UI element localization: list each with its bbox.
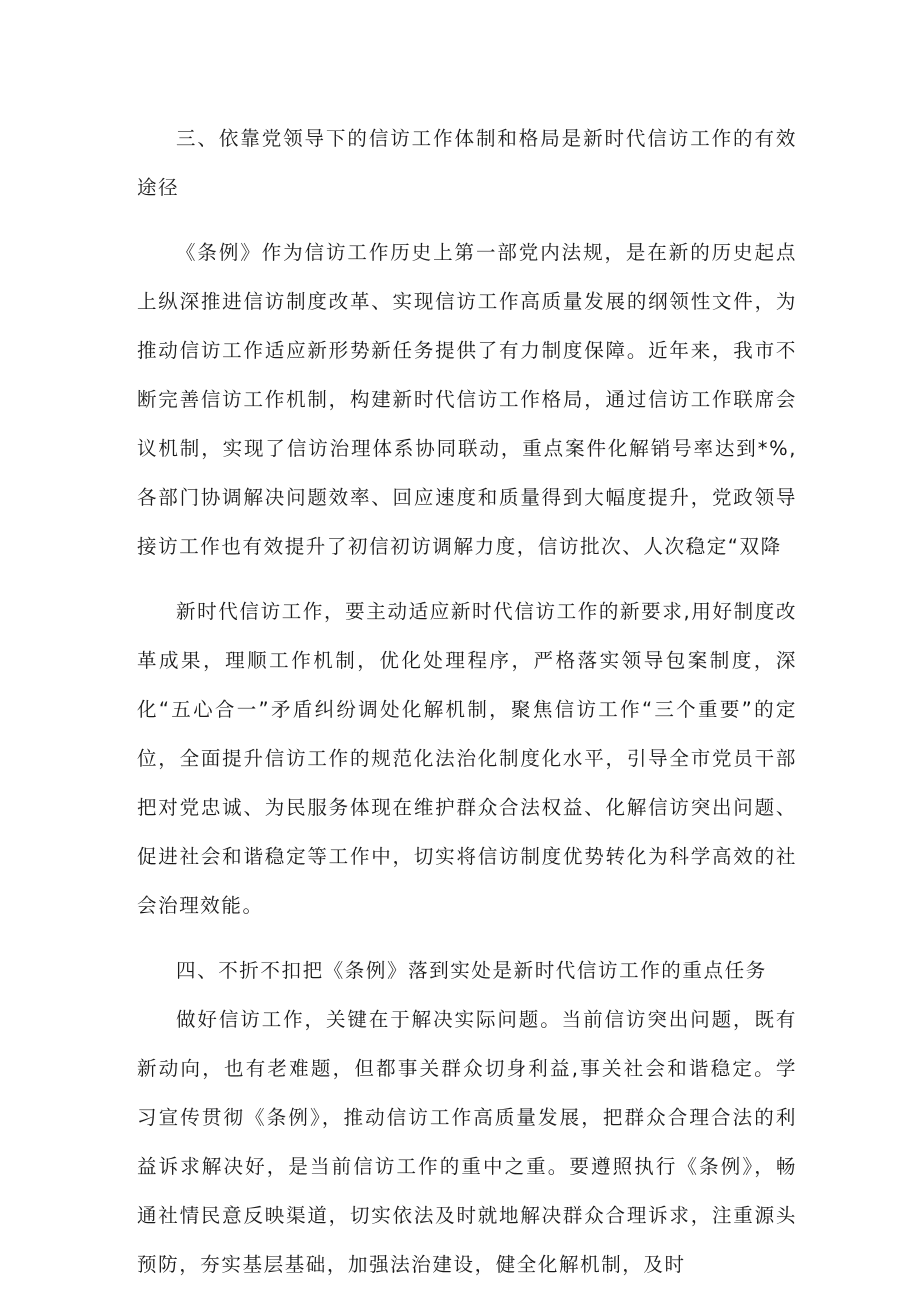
document-body (137, 114, 797, 1289)
section-heading-3: 三、依靠党领导下的信访工作体制和格局是新时代信访工作的有效途径 (137, 127, 797, 199)
paragraph-key-tasks: 做好信访工作，关键在于解决实际问题。当前信访突出问题，既有新动向，也有老难题，但都事关群众切身利益,事关社会和谐稳定。学习宣传贯彻《条例》，推动信访工作高质量发展，把群众合理合法的利益诉求解决好，是当前信访工作的重中之重。要遵照执行《条例》，畅通社情民意反映渠道，切实依法及时就地解决群众合理诉求，注重源头预防，夯实基层基础，加强法治建设，健全化解机制，及时 (137, 1008, 797, 1276)
section-heading-4: 四、不折不扣把《条例》落到实处是新时代信访工作的重点任务 (176, 959, 767, 982)
paragraph-new-era-work: 新时代信访工作，要主动适应新时代信访工作的新要求,用好制度改革成果，理顺工作机制，优化处理程序，严格落实领导包案制度，深化“五心合一”矛盾纠纷调处化解机制，聚焦信访工作“三个重要”的定位，全面提升信访工作的规范化法治化制度化水平，引导全市党员干部把对党忠诚、为民服务体现在维护群众合法权益、化解信访突出问题、促进社会和谐稳定等工作中，切实将信访制度优势转化为科学高效的社会治理效能。 (137, 600, 797, 917)
paragraph-regulation-overview: 《条例》作为信访工作历史上第一部党内法规，是在新的历史起点上纵深推进信访制度改革、实现信访工作高质量发展的纲领性文件，为推动信访工作适应新形势新任务提供了有力制度保障。近年来，我市不断完善信访工作机制，构建新时代信访工作格局，通过信访工作联席会议机制，实现了信访治理体系协同联动，重点案件化解销号率达到*%,各部门协调解决问题效率、回应速度和质量得到大幅度提升，党政领导接访工作也有效提升了初信初访调解力度，信访批次、人次稳定“双降 (137, 241, 797, 558)
